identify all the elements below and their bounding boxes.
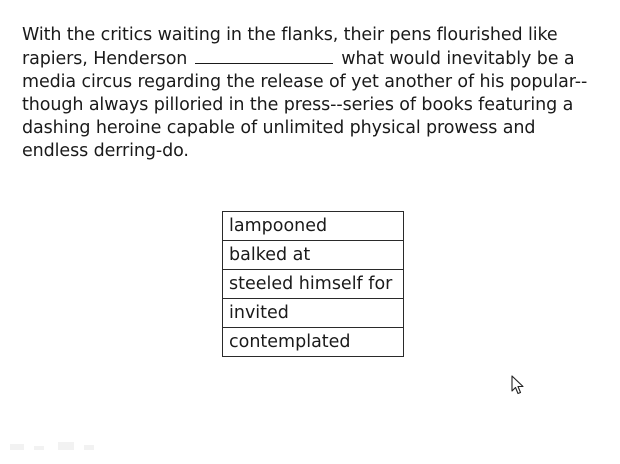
answer-choice-balked-at[interactable]: balked at [223,241,404,270]
answer-choice-row[interactable] [223,270,404,299]
question-text [22,24,602,163]
answer-choices-table [222,211,404,357]
answer-choice-contemplated[interactable]: contemplated [223,328,404,357]
answer-choice-invited[interactable]: invited [223,299,404,328]
question-text-before-blank: With the critics waiting in the flanks, their pens flourished like rapiers, Henderson [22,25,558,69]
answer-choice-steeled-himself-for[interactable]: steeled himself for [223,270,404,299]
answer-choice-lampooned[interactable]: lampooned [223,212,404,241]
mouse-pointer-icon [511,375,525,395]
answer-choice-row[interactable] [223,299,404,328]
answer-blank [195,47,333,64]
question-text-after-blank: what would inevitably be a media circus regarding the release of yet another of his popular--though always pilloried in the press--series of books featuring a dashing heroine capable of unlimited physical prowess and endless derring-do. [22,49,588,161]
answer-choice-row[interactable] [223,241,404,270]
answer-choice-row[interactable] [223,212,404,241]
faint-artifact-decoration [0,436,110,456]
answer-choice-row[interactable] [223,328,404,357]
